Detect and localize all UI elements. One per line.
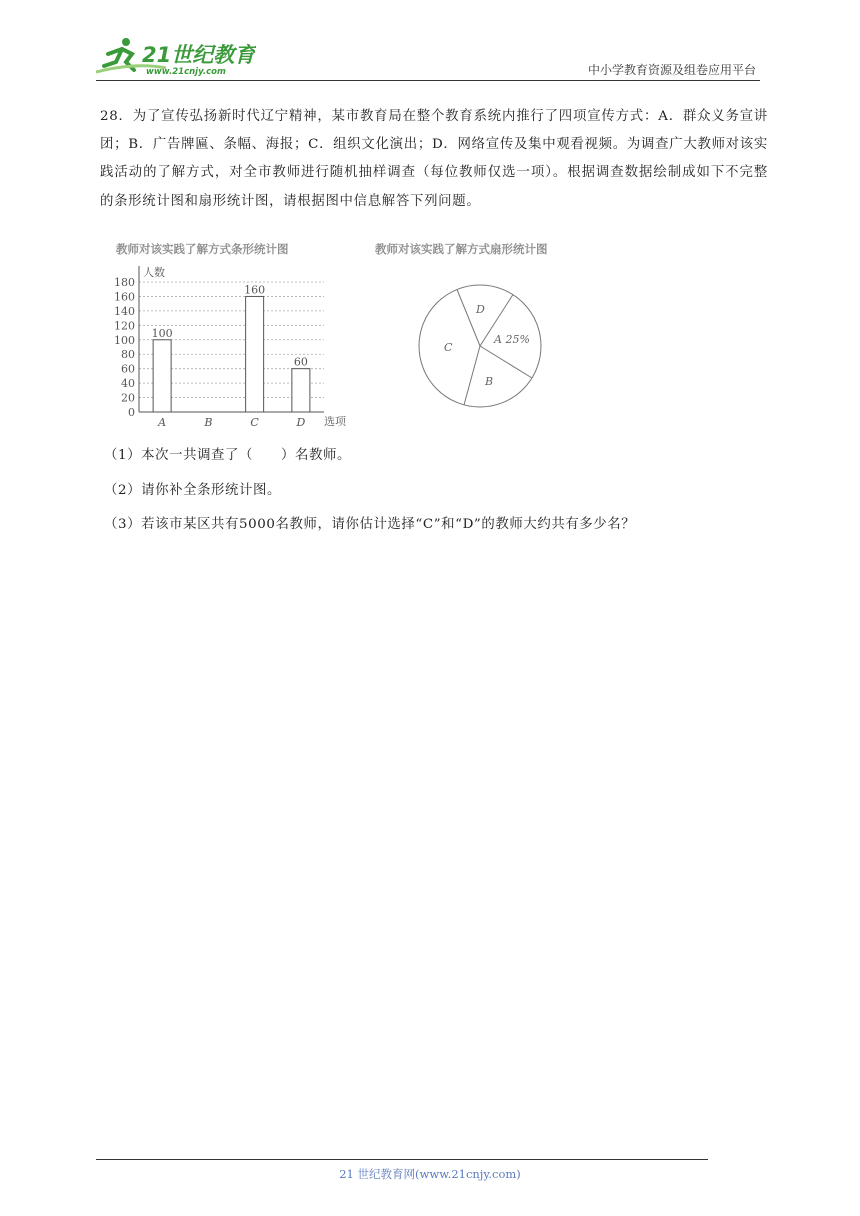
logo-url: www.21cnjy.com <box>146 67 226 77</box>
bar-C <box>246 296 264 412</box>
header-divider <box>96 80 760 81</box>
bar-y-tick-label: 160 <box>114 290 135 304</box>
bar-x-label: 选项 <box>324 415 346 428</box>
bar-category-label: B <box>204 416 213 429</box>
bar-data-label: 160 <box>244 283 266 297</box>
pie-chart-title: 教师对该实践了解方式扇形统计图 <box>375 242 548 256</box>
bar-chart-title: 教师对该实践了解方式条形统计图 <box>116 242 289 256</box>
bar-y-ticks <box>114 276 135 419</box>
bar-category-label: D <box>296 416 306 429</box>
page-header <box>96 30 760 80</box>
bar-categories <box>157 416 305 429</box>
site-logo <box>96 32 256 78</box>
bar-y-tick-label: 180 <box>114 276 135 289</box>
pie-label-d: D <box>476 303 485 316</box>
bar-y-tick-label: 20 <box>121 391 135 405</box>
bar-y-tick-label: 120 <box>114 319 135 333</box>
bar-chart <box>110 240 360 432</box>
bar-y-tick-label: 100 <box>114 333 135 347</box>
pie-label-b: B <box>485 375 494 388</box>
bar-A <box>153 340 171 412</box>
pie-label-c: C <box>444 341 453 354</box>
question-text: 28．为了宣传弘扬新时代辽宁精神，某市教育局在整个教育系统内推行了四项宣传方式：A．群众义务宣讲团；B．广告牌匾、条幅、海报；C．组织文化演出；D．网络宣传及集中观看视频。为调查广大教师对该实践活动的了解方式，对全市教师进行随机抽样调查（每位教师仅选一项）。根据调查数据绘制成如下不完整的条形统计图和扇形统计图，请根据图中信息解答下列问题。 <box>100 109 768 209</box>
bar-data-label: 60 <box>293 355 308 369</box>
pie-label-a: A 25% <box>494 333 530 346</box>
subquestion-1: （1）本次一共调查了（ ）名教师。 <box>104 448 351 463</box>
bar-y-label: 人数 <box>143 266 165 279</box>
bar-y-tick-label: 60 <box>121 362 135 376</box>
bar-category-label: C <box>250 416 259 429</box>
logo-text: 21世纪教育 <box>142 43 256 67</box>
bar-category-label: A <box>158 416 167 429</box>
bar-y-tick-label: 80 <box>121 348 135 362</box>
platform-name: 中小学教育资源及组卷应用平台 <box>587 63 756 77</box>
subquestion-3: （3）若该市某区共有5000名教师，请你估计选择“C”和“D”的教师大约共有多少名？ <box>104 517 636 532</box>
footer-divider <box>96 1159 708 1160</box>
footer-text: 21 世纪教育网(www.21cnjy.com) <box>339 1167 521 1181</box>
bar-y-tick-label: 40 <box>121 377 135 391</box>
pie-chart <box>370 240 600 418</box>
bar-data-label: 100 <box>151 326 173 340</box>
subquestion-2: （2）请你补全条形统计图。 <box>104 483 282 498</box>
bar-y-tick-label: 0 <box>128 406 135 419</box>
bar-y-tick-label: 140 <box>114 304 135 318</box>
bar-D <box>292 369 310 412</box>
